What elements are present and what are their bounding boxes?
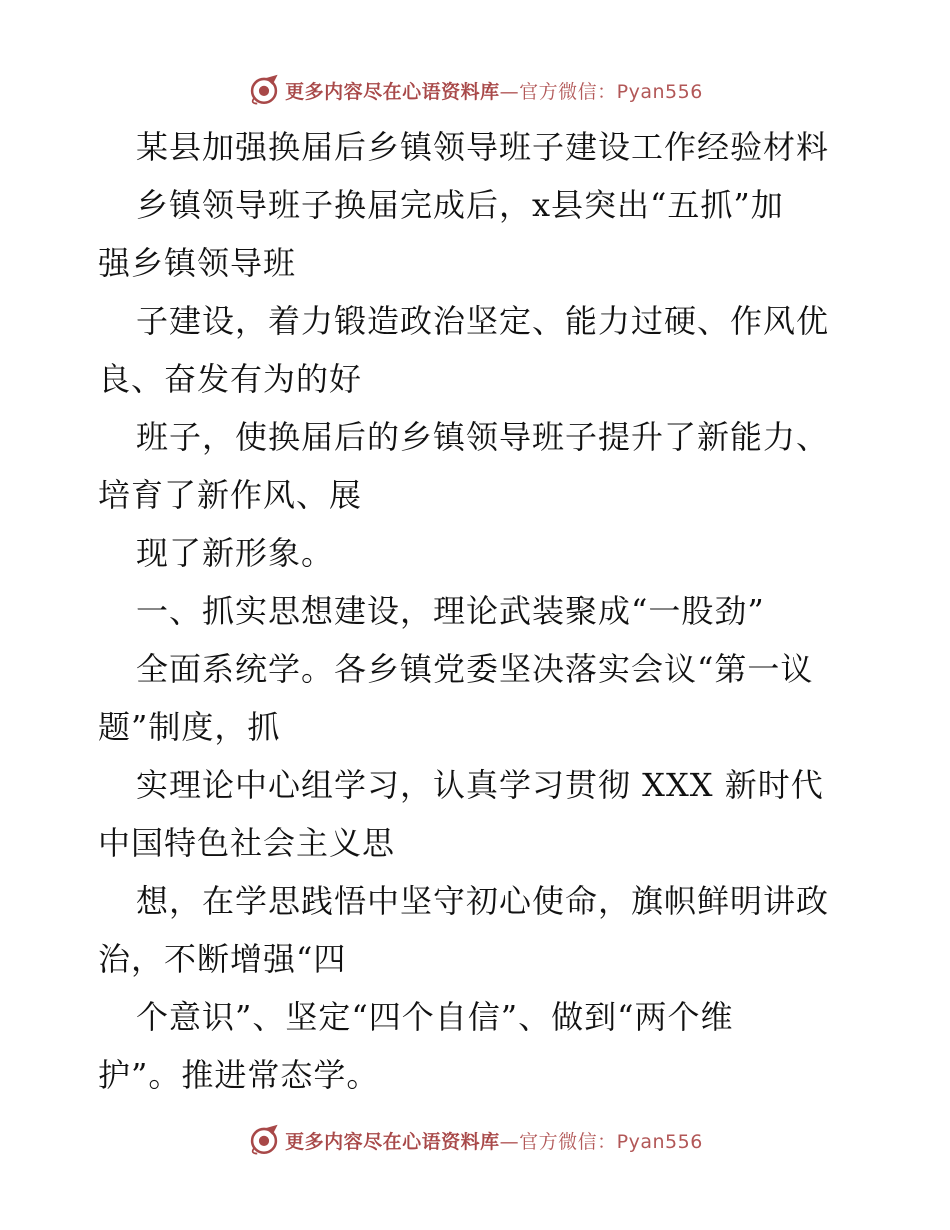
text-line: 全面系统学。各乡镇党委坚决落实会议“第一议 xyxy=(136,650,814,688)
text-line: 护”。推进常态学。 xyxy=(98,1056,380,1094)
text-line: 一、抓实思想建设，理论武装聚成“一股劲” xyxy=(136,592,765,630)
text-line: 治，不断增强“四 xyxy=(98,940,347,978)
header-brand-text: 更多内容尽在心语资料库 xyxy=(285,80,500,103)
text-line: 培育了新作风、展 xyxy=(98,476,363,514)
header-watermark-text xyxy=(285,77,703,104)
text-line: 良、奋发有为的好 xyxy=(98,360,363,398)
text-line: 乡镇领导班子换届完成后，x县突出“五抓”加 xyxy=(136,186,784,224)
text-line: 实理论中心组学习，认真学习贯彻 XXX 新时代 xyxy=(136,766,824,804)
text-line: 个意识”、坚定“四个自信”、做到“两个维 xyxy=(136,998,734,1036)
header-separator: — xyxy=(499,80,520,103)
footer-separator: — xyxy=(499,1130,520,1153)
text-line: 强乡镇领导班 xyxy=(98,244,297,282)
header-wechat-text: 官方微信：Pyan556 xyxy=(519,80,703,103)
brand-logo-icon xyxy=(247,73,281,107)
header-watermark-banner xyxy=(0,70,950,110)
footer-brand-text: 更多内容尽在心语资料库 xyxy=(285,1130,500,1153)
text-line: 题”制度，抓 xyxy=(98,708,281,746)
footer-watermark-text xyxy=(285,1127,703,1154)
footer-wechat-text: 官方微信：Pyan556 xyxy=(519,1130,703,1153)
text-line: 想，在学思践悟中坚守初心使命，旗帜鲜明讲政 xyxy=(136,882,830,920)
brand-logo-icon xyxy=(247,1123,281,1157)
text-line: 子建设，着力锻造政治坚定、能力过硬、作风优 xyxy=(136,302,830,340)
text-line: 现了新形象。 xyxy=(136,534,335,572)
footer-watermark-banner xyxy=(0,1120,950,1160)
document-body xyxy=(98,118,858,1104)
text-line: 某县加强换届后乡镇领导班子建设工作经验材料 xyxy=(136,128,830,166)
text-line: 班子，使换届后的乡镇领导班子提升了新能力、 xyxy=(136,418,830,456)
text-line: 中国特色社会主义思 xyxy=(98,824,396,862)
